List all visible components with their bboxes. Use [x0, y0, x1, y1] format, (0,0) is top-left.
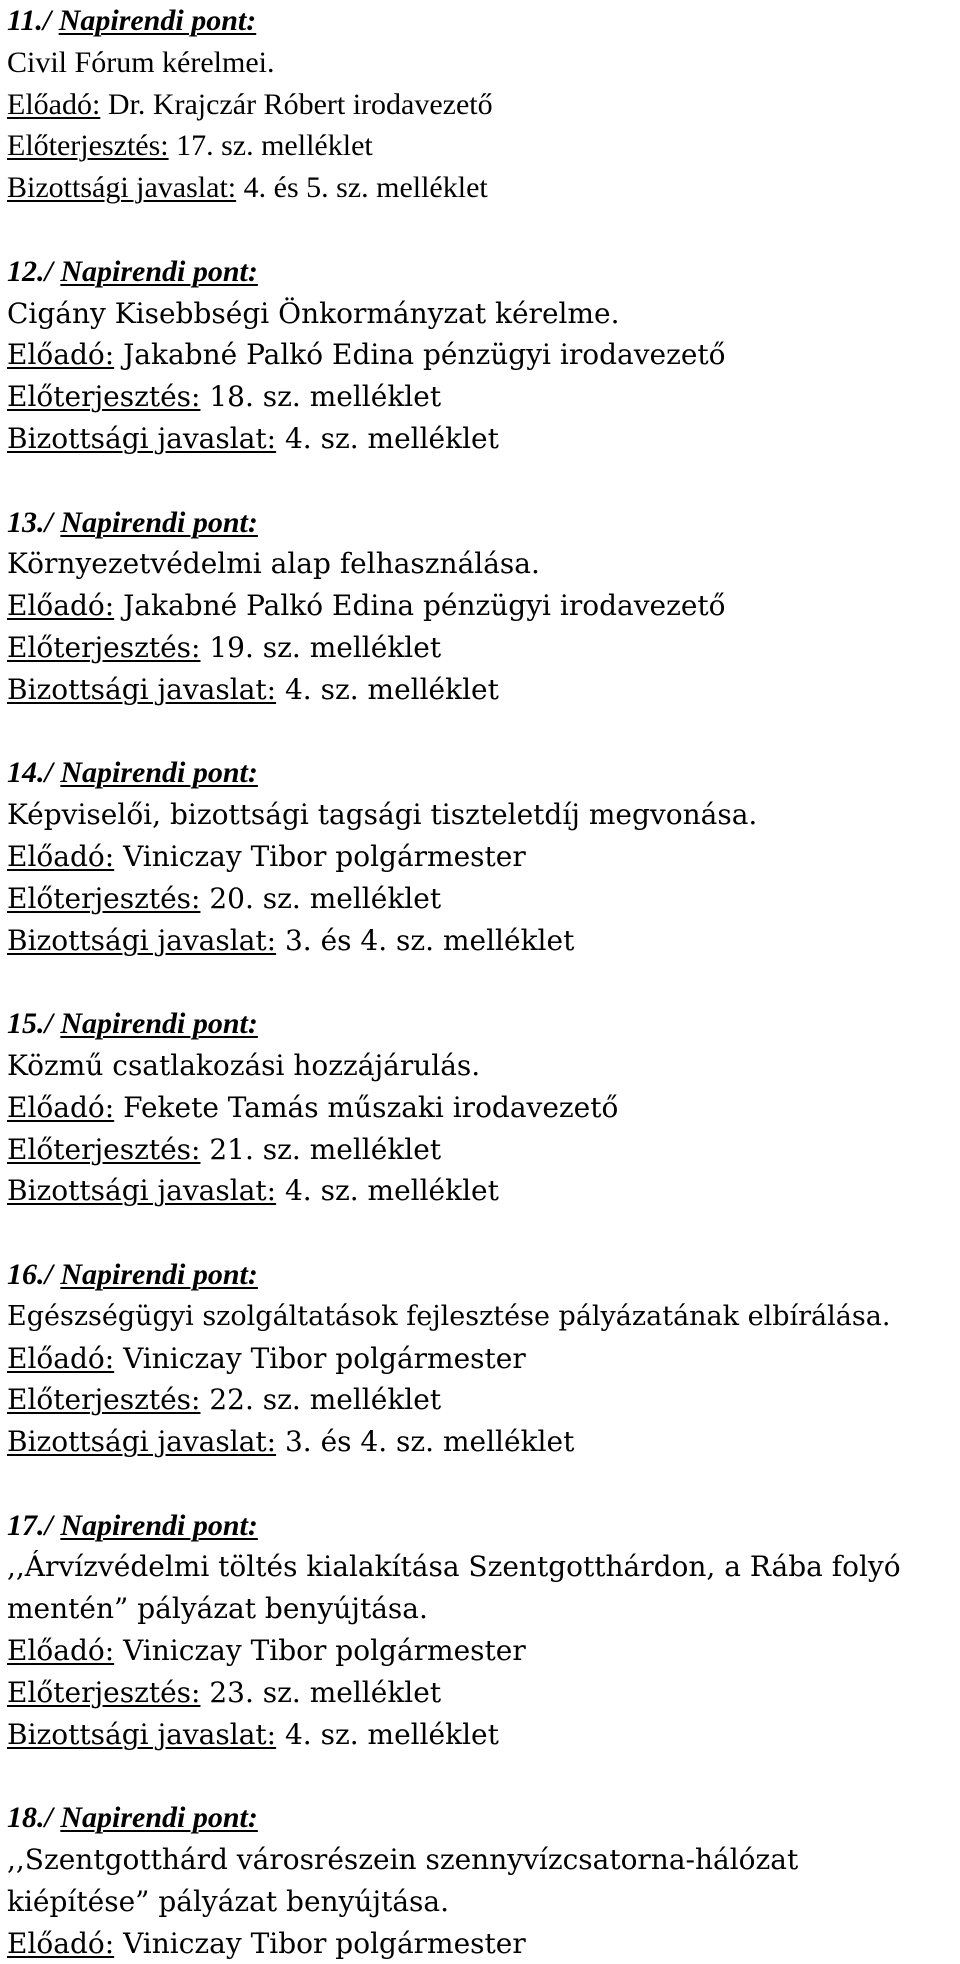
agenda-item-title: Civil Fórum kérelmei.: [7, 45, 275, 79]
proposal-line: [7, 878, 947, 920]
agenda-item-heading-label: Napirendi pont:: [60, 1257, 258, 1291]
agenda-item-heading: [7, 0, 947, 42]
presenter-line: [7, 1630, 947, 1672]
agenda-item-heading: [7, 251, 947, 293]
proposal-label: Előterjesztés:: [7, 380, 201, 414]
agenda-item-17: [7, 1505, 947, 1756]
agenda-item-number: 16./: [7, 1257, 53, 1291]
proposal-label: Előterjesztés:: [7, 881, 201, 915]
agenda-item-heading: [7, 502, 947, 544]
presenter-label: Előadó:: [7, 1926, 115, 1960]
agenda-item-number: 14./: [7, 756, 53, 790]
agenda-item-title: Egészségügyi szolgáltatások fejlesztése pályázatának elbírálása.: [7, 1300, 891, 1332]
proposal-label: Előterjesztés:: [7, 1383, 201, 1417]
agenda-item-number: 15./: [7, 1007, 53, 1041]
proposal-value: 22. sz. melléklet: [200, 1383, 442, 1417]
item-spacer: [7, 1755, 947, 1797]
agenda-item-heading: [7, 1797, 947, 1839]
agenda-item-heading-label: Napirendi pont:: [60, 1801, 258, 1835]
proposal-value: 19. sz. melléklet: [200, 630, 442, 664]
agenda-item-heading-label: Napirendi pont:: [58, 4, 257, 37]
proposal-value: 17. sz. melléklet: [168, 129, 373, 163]
committee-label: Bizottsági javaslat:: [7, 1717, 277, 1751]
agenda-item-title: Környezetvédelmi alap felhasználása.: [7, 547, 540, 581]
agenda-item-heading-label: Napirendi pont:: [60, 756, 258, 790]
proposal-label: Előterjesztés:: [7, 630, 201, 664]
presenter-value: Jakabné Palkó Edina pénzügyi irodavezető: [114, 589, 726, 623]
committee-line: [7, 1421, 947, 1463]
proposal-line: [7, 1129, 947, 1171]
agenda-item-18: [7, 1797, 947, 1964]
agenda-item-15: [7, 1003, 947, 1212]
committee-line: [7, 167, 947, 209]
agenda-item-number: 13./: [7, 505, 53, 539]
presenter-value: Viniczay Tibor polgármester: [114, 1634, 526, 1668]
item-spacer: [7, 460, 947, 502]
agenda-item-14: [7, 752, 947, 961]
presenter-line: [7, 585, 947, 627]
agenda-item-title: Közmű csatlakozási hozzájárulás.: [7, 1048, 481, 1082]
committee-label: Bizottsági javaslat:: [7, 923, 277, 957]
item-spacer: [7, 961, 947, 1003]
committee-label: Bizottsági javaslat:: [7, 171, 237, 205]
presenter-value: Jakabné Palkó Edina pénzügyi irodavezető: [114, 338, 726, 372]
presenter-label: Előadó:: [7, 87, 101, 121]
agenda-item-heading: [7, 1254, 947, 1296]
presenter-value: Viniczay Tibor polgármester: [114, 1341, 526, 1375]
proposal-line: [7, 1672, 947, 1714]
agenda-item-heading-label: Napirendi pont:: [60, 1508, 258, 1542]
agenda-document: [7, 0, 947, 1964]
presenter-label: Előadó:: [7, 1634, 115, 1668]
proposal-label: Előterjesztés:: [7, 1675, 201, 1709]
proposal-line: [7, 125, 947, 167]
proposal-value: 23. sz. melléklet: [200, 1675, 442, 1709]
item-spacer: [7, 209, 947, 251]
agenda-item-heading: [7, 1003, 947, 1045]
committee-label: Bizottsági javaslat:: [7, 1425, 277, 1459]
agenda-item-11: [7, 0, 947, 209]
committee-label: Bizottsági javaslat:: [7, 421, 277, 455]
proposal-value: 21. sz. melléklet: [200, 1132, 442, 1166]
presenter-label: Előadó:: [7, 1341, 115, 1375]
presenter-line: [7, 334, 947, 376]
agenda-item-title: ,,Szentgotthárd városrészein szennyvízcsatorna-hálózat kiépítése” pályázat benyújtása.: [7, 1843, 799, 1918]
proposal-line: [7, 627, 947, 669]
agenda-item-13: [7, 502, 947, 711]
presenter-value: Viniczay Tibor polgármester: [114, 1926, 526, 1960]
presenter-label: Előadó:: [7, 839, 115, 873]
agenda-item-heading-label: Napirendi pont:: [60, 505, 258, 539]
proposal-label: Előterjesztés:: [7, 129, 169, 163]
proposal-line: [7, 376, 947, 418]
agenda-item-title: Képviselői, bizottsági tagsági tiszteletdíj megvonása.: [7, 798, 758, 832]
presenter-line: [7, 836, 947, 878]
committee-value: 4. sz. melléklet: [276, 672, 499, 706]
presenter-label: Előadó:: [7, 589, 115, 623]
item-spacer: [7, 1212, 947, 1254]
agenda-item-heading-label: Napirendi pont:: [60, 254, 258, 288]
agenda-item-title: Cigány Kisebbségi Önkormányzat kérelme.: [7, 296, 620, 330]
proposal-value: 18. sz. melléklet: [200, 380, 442, 414]
item-spacer: [7, 711, 947, 753]
agenda-item-heading: [7, 1505, 947, 1547]
committee-value: 4. sz. melléklet: [276, 421, 499, 455]
committee-label: Bizottsági javaslat:: [7, 1174, 277, 1208]
committee-value: 4. sz. melléklet: [276, 1174, 499, 1208]
presenter-line: [7, 1338, 947, 1380]
presenter-line: [7, 84, 947, 126]
committee-line: [7, 418, 947, 460]
agenda-item-number: 12./: [7, 254, 53, 288]
agenda-item-title: ,,Árvízvédelmi töltés kialakítása Szentgotthárdon, a Rába folyó mentén” pályázat benyújtása.: [7, 1550, 901, 1626]
committee-line: [7, 1714, 947, 1756]
agenda-item-number: 18./: [7, 1801, 53, 1835]
committee-line: [7, 1170, 947, 1212]
presenter-line: [7, 1923, 947, 1964]
agenda-item-number: 11./: [7, 4, 52, 37]
presenter-line: [7, 1087, 947, 1129]
agenda-item-16: [7, 1254, 947, 1463]
agenda-item-heading-label: Napirendi pont:: [60, 1007, 258, 1041]
committee-value: 3. és 4. sz. melléklet: [276, 923, 575, 957]
committee-value: 4. és 5. sz. melléklet: [236, 171, 488, 205]
presenter-value: Fekete Tamás műszaki irodavezető: [114, 1090, 619, 1124]
agenda-item-number: 17./: [7, 1508, 53, 1542]
agenda-item-heading: [7, 752, 947, 794]
committee-value: 4. sz. melléklet: [276, 1717, 499, 1751]
agenda-item-12: [7, 251, 947, 460]
committee-value: 3. és 4. sz. melléklet: [276, 1425, 575, 1459]
proposal-line: [7, 1379, 947, 1421]
item-spacer: [7, 1463, 947, 1505]
proposal-value: 20. sz. melléklet: [200, 881, 442, 915]
presenter-value: Viniczay Tibor polgármester: [114, 839, 526, 873]
committee-line: [7, 669, 947, 711]
committee-label: Bizottsági javaslat:: [7, 672, 277, 706]
proposal-label: Előterjesztés:: [7, 1132, 201, 1166]
presenter-label: Előadó:: [7, 1090, 115, 1124]
committee-line: [7, 920, 947, 962]
presenter-value: Dr. Krajczár Róbert irodavezető: [100, 87, 493, 121]
presenter-label: Előadó:: [7, 338, 115, 372]
